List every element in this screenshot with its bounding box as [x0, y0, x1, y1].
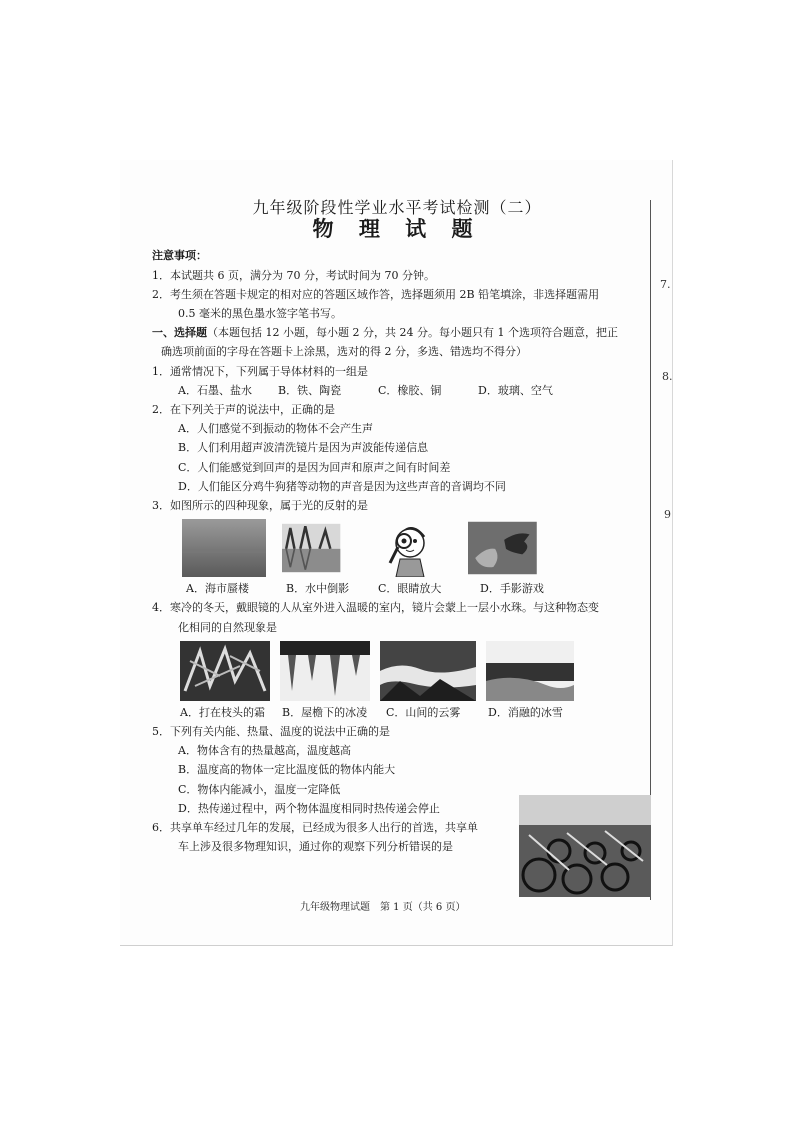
- q1-stem: 1．通常情况下，下列属于导体材料的一组是: [152, 364, 368, 378]
- notice-item-2a: 2．考生须在答题卡规定的相对应的答题区域作答，选择题须用 2B 铅笔填涂，非选择题需用: [152, 287, 600, 301]
- q6-stem-2: 车上涉及很多物理知识，通过你的观察下列分析错误的是: [178, 840, 453, 854]
- notice-item-2b: 0.5 毫米的黑色墨水签字笔书写。: [178, 307, 342, 321]
- q2-option-d: D．人们能区分鸡牛狗猪等动物的声音是因为这些声音的音调均不同: [178, 479, 506, 493]
- q1-option-a: A．石墨、盐水: [178, 383, 252, 397]
- icicle-image: [280, 641, 370, 701]
- q1-option-d: D．玻璃、空气: [478, 383, 553, 397]
- q2-stem: 2．在下列关于声的说法中，正确的是: [152, 403, 335, 417]
- q6-stem-1: 6．共享单车经过几年的发展，已经成为很多人出行的首选，共享单: [152, 821, 478, 835]
- page-footer: 九年级物理试题 第 1 页（共 6 页）: [300, 902, 466, 913]
- water-reflection-image: [282, 519, 352, 577]
- exam-title: 九年级阶段性学业水平考试检测（二）: [252, 198, 542, 217]
- q3-images: [152, 519, 642, 577]
- q4-option-d: D．消融的冰雪: [488, 705, 563, 719]
- q4-images: [152, 641, 642, 701]
- frost-image: [180, 641, 270, 701]
- melting-snow-image: [486, 641, 574, 701]
- q2-option-a: A．人们感觉不到振动的物体不会产生声: [178, 422, 373, 436]
- q5-stem: 5．下列有关内能、热量、温度的说法中正确的是: [152, 725, 390, 739]
- q1-options: [152, 381, 642, 400]
- magnifier-eye-image: [368, 519, 452, 577]
- exam-content: [152, 198, 642, 856]
- q4-option-b: B．屋檐下的冰凌: [282, 705, 368, 719]
- q3-option-c: C．眼睛放大: [378, 582, 442, 596]
- q5-option-a: A．物体含有的热量越高，温度越高: [178, 744, 351, 758]
- q4-stem-1: 4．寒冷的冬天，戴眼镜的人从室外进入温暖的室内，镜片会蒙上一层小水珠。与这种物态变: [152, 601, 599, 615]
- notice-heading: 注意事项：: [152, 249, 207, 263]
- q5-option-b: B．温度高的物体一定比温度低的物体内能大: [178, 763, 396, 777]
- mountain-cloud-image: [380, 641, 476, 701]
- notice-item-1: 1．本试题共 6 页，满分为 70 分，考试时间为 70 分钟。: [152, 268, 435, 282]
- section-1-line-2: 确选项前面的字母在答题卡上涂黑，选对的得 2 分，多选、错选均不得分）: [161, 345, 527, 359]
- q4-stem-2: 化相同的自然现象是: [178, 620, 277, 634]
- q3-stem: 3．如图所示的四种现象，属于光的反射的是: [152, 499, 368, 513]
- q3-option-d: D．手影游戏: [480, 582, 544, 596]
- q5-option-d: D．热传递过程中，两个物体温度相同时热传递会停止: [178, 801, 440, 815]
- subject-title: 物 理 试 题: [312, 216, 482, 242]
- q3-option-b: B．水中倒影: [286, 582, 350, 596]
- q1-option-c: C．橡胶、铜: [378, 383, 442, 397]
- q4-option-c: C．山间的云雾: [386, 705, 461, 719]
- q3-options: [152, 579, 642, 598]
- hand-shadow-image: [468, 519, 544, 577]
- q2-option-b: B．人们利用超声波清洗镜片是因为声波能传递信息: [178, 441, 429, 455]
- mirage-image: [182, 519, 266, 577]
- q3-option-a: A．海市蜃楼: [186, 582, 249, 596]
- q5-option-c: C．物体内能减小，温度一定降低: [178, 782, 341, 796]
- margin-number-7: 7.: [660, 278, 671, 291]
- section-1-line-1: 一、选择题（本题包括 12 小题，每小题 2 分，共 24 分。每小题只有 1 个选项符合题意，把正: [152, 326, 618, 340]
- q1-option-b: B．铁、陶瓷: [278, 383, 342, 397]
- q4-options: [152, 703, 642, 722]
- section-1-text: （本题包括 12 小题，每小题 2 分，共 24 分。每小题只有 1 个选项符合题意，把正: [207, 326, 618, 340]
- margin-number-9: 9: [664, 508, 671, 521]
- q4-option-a: A．打在枝头的霜: [180, 705, 265, 719]
- shared-bikes-image: [519, 795, 651, 897]
- margin-number-8: 8.: [662, 370, 673, 383]
- q2-option-c: C．人们能感觉到回声的是因为回声和原声之间有时间差: [178, 460, 451, 474]
